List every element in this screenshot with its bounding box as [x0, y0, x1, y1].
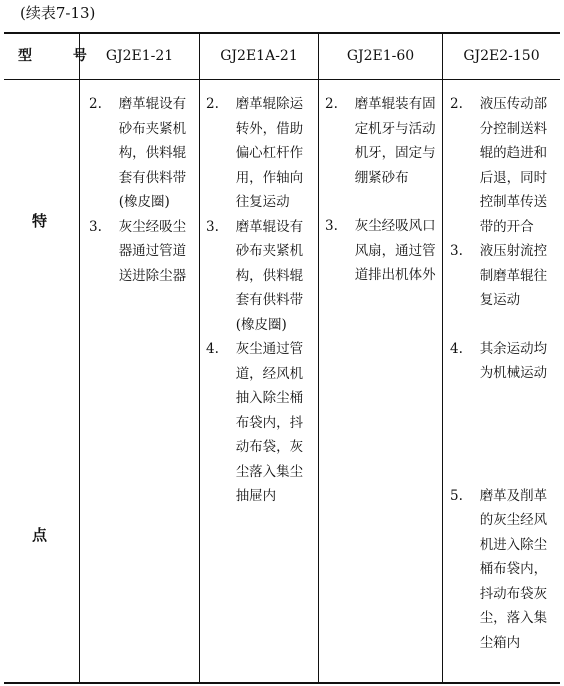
feature-item	[89, 215, 193, 289]
feature-text: 磨革及削革的灰尘经风机进入除尘桶布袋内，抖动布袋灰尘，落入集尘箱内	[479, 487, 548, 651]
header-model-2: GJ2E1A-21	[220, 48, 298, 64]
features-cell-model-2	[206, 92, 311, 509]
column-divider	[199, 34, 200, 682]
feature-item	[206, 215, 311, 338]
row-label-dian: 点	[31, 526, 47, 544]
header-rule	[4, 79, 560, 80]
feature-item	[325, 92, 437, 190]
column-divider	[318, 34, 319, 682]
features-cell-model-3	[325, 92, 437, 288]
feature-number: 2.	[206, 96, 219, 112]
feature-text: 磨革辊设有砂布夹紧机构，供料辊套有供料带(橡皮圈)	[118, 96, 187, 210]
feature-number: 3.	[89, 218, 102, 235]
bottom-rule	[4, 682, 560, 684]
header-model-1: GJ2E1-21	[105, 48, 174, 64]
feature-text: 磨革辊设有砂布夹紧机构，供料辊套有供料带(橡皮圈)	[235, 218, 304, 333]
feature-number: 3.	[450, 243, 463, 259]
feature-text: 灰尘经吸风口风扇，通过管道排出机体外	[354, 218, 436, 283]
feature-number: 3.	[325, 218, 338, 234]
header-model-4: GJ2E2-150	[463, 48, 540, 64]
feature-text: 液压射流控制磨革辊往复运动	[479, 243, 548, 308]
feature-item	[206, 337, 311, 509]
feature-number: 4.	[206, 341, 219, 357]
header-model-3: GJ2E1-60	[346, 48, 415, 64]
feature-text: 液压传动部分控制送料辊的趋进和后退，同时控制革传送带的开合	[479, 96, 548, 235]
feature-number: 5.	[450, 487, 463, 504]
row-label-te: 特	[31, 212, 47, 230]
feature-text: 灰尘经吸尘器通过管道送进除尘器	[118, 218, 187, 284]
features-cell-model-1	[89, 92, 193, 288]
feature-item	[206, 92, 311, 215]
feature-text: 其余运动均为机械运动	[479, 340, 548, 381]
feature-text: 灰尘通过管道，经风机抽入除尘桶布袋内，抖动布袋，灰尘落入集尘抽屉内	[235, 341, 304, 504]
feature-item	[450, 92, 559, 239]
feature-number: 2.	[450, 96, 463, 112]
table-caption: (续表7-13)	[20, 4, 96, 22]
feature-number: 3.	[206, 218, 219, 235]
feature-text: 磨革辊除运转外，借助偏心杠杆作用，作轴向往复运动	[235, 96, 304, 210]
feature-text: 磨革辊装有固定机牙与活动机牙，固定与绷紧砂布	[354, 96, 436, 186]
feature-item	[450, 484, 559, 656]
header-type-label: 型 号	[18, 48, 105, 64]
feature-number: 2.	[89, 96, 102, 112]
feature-item	[450, 337, 559, 386]
top-rule	[4, 32, 560, 34]
feature-item	[450, 239, 559, 313]
feature-item	[89, 92, 193, 215]
feature-item	[325, 214, 437, 288]
features-cell-model-4	[450, 92, 559, 655]
column-divider	[442, 34, 443, 682]
column-divider	[79, 34, 80, 682]
feature-number: 2.	[325, 96, 338, 112]
feature-number: 4.	[450, 340, 463, 357]
